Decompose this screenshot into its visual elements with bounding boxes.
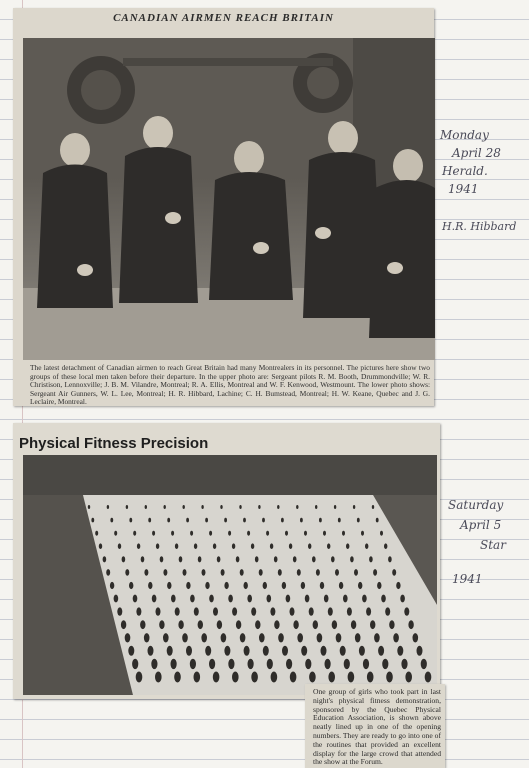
performer-figure <box>103 556 107 562</box>
performer-figure <box>372 505 374 509</box>
performer-figure <box>224 646 230 656</box>
performer-figure <box>156 543 159 549</box>
performer-figure <box>286 595 291 603</box>
performer-figure <box>367 672 374 683</box>
performer-figure <box>129 518 132 523</box>
performer-figure <box>317 633 323 642</box>
performer-figure <box>152 595 157 603</box>
clipping-headline: CANADIAN AIRMEN REACH BRITAIN <box>113 12 334 24</box>
performer-figure <box>194 672 201 683</box>
performer-figure <box>343 595 348 603</box>
performer-figure <box>114 531 117 536</box>
performer-figure <box>122 556 126 562</box>
performer-figure <box>331 556 335 562</box>
performer-figure <box>408 620 413 629</box>
performer-figure <box>393 633 399 642</box>
performer-figure <box>351 620 356 629</box>
performer-figure <box>313 620 318 629</box>
performer-figure <box>378 646 384 656</box>
performer-figure <box>281 518 284 523</box>
performer-figure <box>263 646 269 656</box>
clipping-caption: One group of girls who took part in last night's physical fitness demonstration, sponsored by the Quebec Physical Education Association, is shown above neatly lined up in one of the opening numbers. They are ready to go into one of the routines that provided an excellent display for the large crowd that attended the show at the Forum. <box>313 687 441 767</box>
performer-figure <box>125 633 131 642</box>
performer-figure <box>201 633 207 642</box>
performer-figure <box>174 672 181 683</box>
performer-figure <box>126 505 128 509</box>
performer-figure <box>336 633 342 642</box>
clipping-caption: The latest detachment of Canadian airmen to reach Great Britain had many Montrealers in its personnel. The pictures here show two groups of these local men taken before their departure. In the upper photo are: Sergeant pilots R. M. Booth, Drummondville; W. R. Christison, Lennoxville; J. B. M. Vilandre, Montreal; R. A. Ellis, Montreal and W. F. Kenwood, Westmount. The lower photo shows: Sergeant Air Gunners, W. L. Lee, Montreal; H. R. Hibbard, Lachine; C. H. Bumstead, Montreal; H. W. Keane, Quebec and J. G. Leclaire, Montreal. <box>30 363 430 407</box>
performer-figure <box>232 543 235 549</box>
performer-figure <box>357 518 360 523</box>
handwritten-paper: Herald. <box>442 164 488 178</box>
handwritten-date: April 5 <box>460 518 502 532</box>
performer-figure <box>228 595 233 603</box>
performer-figure <box>175 543 178 549</box>
performer-figure <box>304 531 307 536</box>
performer-figure <box>178 620 183 629</box>
performer-figure <box>125 569 129 576</box>
handwritten-year: 1941 <box>452 572 483 586</box>
performer-figure <box>401 659 407 669</box>
performer-figure <box>274 620 279 629</box>
performer-figure <box>171 531 174 536</box>
performer-figure <box>136 672 143 683</box>
performer-figure <box>286 659 292 669</box>
performer-figure <box>405 672 412 683</box>
performer-figure <box>160 556 164 562</box>
performer-figure <box>183 569 187 576</box>
performer-figure <box>366 607 371 615</box>
performer-figure <box>106 569 110 576</box>
performer-figure <box>228 659 234 669</box>
performer-figure <box>346 543 349 549</box>
performer-figure <box>182 633 188 642</box>
performer-figure <box>270 607 275 615</box>
performer-figure <box>129 582 133 589</box>
performer-figure <box>380 531 383 536</box>
performer-figure <box>190 595 195 603</box>
performer-figure <box>213 672 220 683</box>
performer-figure <box>262 518 265 523</box>
performer-figure <box>198 556 202 562</box>
performer-figure <box>348 672 355 683</box>
performer-figure <box>121 620 126 629</box>
performer-figure <box>107 505 109 509</box>
clipping-headline: Physical Fitness Precision <box>19 435 209 452</box>
performer-figure <box>224 518 227 523</box>
performer-figure <box>319 518 322 523</box>
performer-figure <box>259 633 265 642</box>
performer-figure <box>232 607 237 615</box>
performer-figure <box>381 595 386 603</box>
performer-figure <box>209 531 212 536</box>
handwritten-date: April 28 <box>452 146 501 160</box>
performer-figure <box>247 531 250 536</box>
performer-figure <box>323 531 326 536</box>
performer-figure <box>404 607 409 615</box>
performer-figure <box>274 556 278 562</box>
performer-figure <box>205 518 208 523</box>
performer-figure <box>213 543 216 549</box>
performer-figure <box>397 646 403 656</box>
performer-figure <box>296 505 298 509</box>
performer-figure <box>376 518 379 523</box>
performer-figure <box>384 543 387 549</box>
performer-figure <box>282 582 286 589</box>
performer-figure <box>363 659 369 669</box>
performer-figure <box>148 518 151 523</box>
performer-figure <box>324 595 329 603</box>
performer-figure <box>141 556 145 562</box>
performer-figure <box>316 569 320 576</box>
performer-figure <box>308 543 311 549</box>
performer-figure <box>179 556 183 562</box>
performer-figure <box>263 582 267 589</box>
performer-figure <box>377 582 381 589</box>
performer-figure <box>171 595 176 603</box>
handwritten-year: 1941 <box>448 182 479 196</box>
handwritten-name: H.R. Hibbard <box>442 220 517 233</box>
performer-figure <box>95 531 98 536</box>
performer-figure <box>321 646 327 656</box>
performer-figure <box>385 607 390 615</box>
performer-figure <box>209 659 215 669</box>
performer-figure <box>144 569 148 576</box>
performer-figure <box>335 569 339 576</box>
performer-figure <box>350 556 354 562</box>
performer-figure <box>347 607 352 615</box>
performer-figure <box>369 556 373 562</box>
performer-figure <box>278 633 284 642</box>
performer-figure <box>267 595 272 603</box>
performer-figure <box>163 569 167 576</box>
performer-figure <box>266 531 269 536</box>
performer-figure <box>374 633 380 642</box>
performer-figure <box>255 620 260 629</box>
performer-figure <box>133 595 138 603</box>
fitness-demonstration-photo <box>23 455 437 695</box>
performer-figure <box>240 569 244 576</box>
performer-figure <box>117 607 122 615</box>
performer-figure <box>277 505 279 509</box>
performer-figure <box>396 582 400 589</box>
performer-figure <box>340 646 346 656</box>
performer-figure <box>334 505 336 509</box>
performer-figure <box>421 659 427 669</box>
performer-figure <box>186 646 192 656</box>
performer-figure <box>186 582 190 589</box>
performer-figure <box>327 543 330 549</box>
performer-figure <box>359 646 365 656</box>
performer-figure <box>251 607 256 615</box>
performer-figure <box>186 518 189 523</box>
performer-figure <box>309 607 314 615</box>
handwritten-paper: Star <box>480 538 506 552</box>
performer-figure <box>159 620 164 629</box>
performer-figure <box>358 582 362 589</box>
performer-figure <box>282 646 288 656</box>
performer-figure <box>224 582 228 589</box>
performer-figure <box>128 646 134 656</box>
performer-figure <box>305 659 311 669</box>
performer-figure <box>297 569 301 576</box>
performer-figure <box>167 582 171 589</box>
performer-figure <box>270 543 273 549</box>
performer-figure <box>136 607 141 615</box>
performer-figure <box>148 582 152 589</box>
performer-figure <box>209 595 214 603</box>
performer-figure <box>293 620 298 629</box>
performer-figure <box>140 620 145 629</box>
performer-figure <box>145 505 147 509</box>
performer-figure <box>217 556 221 562</box>
performer-figure <box>91 518 94 523</box>
performer-figure <box>297 633 303 642</box>
performer-figure <box>163 633 169 642</box>
performer-figure <box>205 646 211 656</box>
performer-figure <box>425 672 432 683</box>
performer-figure <box>232 672 239 683</box>
performer-figure <box>365 543 368 549</box>
airmen-photo <box>23 38 435 360</box>
performer-figure <box>251 672 258 683</box>
handwritten-day: Monday <box>440 128 489 142</box>
performer-figure <box>190 659 196 669</box>
performer-figure <box>155 672 162 683</box>
performer-figure <box>290 672 297 683</box>
performer-figure <box>171 659 177 669</box>
performer-figure <box>361 531 364 536</box>
performer-figure <box>289 543 292 549</box>
performer-figure <box>114 595 119 603</box>
performer-figure <box>183 505 185 509</box>
performer-figure <box>167 518 170 523</box>
performer-figure <box>190 531 193 536</box>
performer-figure <box>132 659 138 669</box>
performer-figure <box>221 569 225 576</box>
performer-figure <box>353 505 355 509</box>
performer-figure <box>328 607 333 615</box>
performer-figure <box>301 582 305 589</box>
performer-figure <box>301 646 307 656</box>
performer-figure <box>118 543 121 549</box>
performer-figure <box>258 505 260 509</box>
performer-figure <box>236 620 241 629</box>
performer-figure <box>332 620 337 629</box>
performer-figure <box>342 531 345 536</box>
performer-figure <box>285 531 288 536</box>
performer-figure <box>271 672 278 683</box>
performer-figure <box>194 543 197 549</box>
performer-figure <box>373 569 377 576</box>
performer-figure <box>243 518 246 523</box>
performer-figure <box>151 659 157 669</box>
performer-figure <box>137 543 140 549</box>
performer-figure <box>213 607 218 615</box>
performer-figure <box>344 659 350 669</box>
performer-figure <box>164 505 166 509</box>
performer-figure <box>325 659 331 669</box>
performer-figure <box>148 646 154 656</box>
performer-figure <box>110 518 113 523</box>
performer-figure <box>194 607 199 615</box>
performer-figure <box>290 607 295 615</box>
performer-figure <box>244 582 248 589</box>
performer-figure <box>259 569 263 576</box>
performer-figure <box>338 518 341 523</box>
performer-figure <box>293 556 297 562</box>
performer-figure <box>240 633 246 642</box>
performer-figure <box>315 505 317 509</box>
performer-figure <box>88 505 90 509</box>
performer-figure <box>220 505 222 509</box>
performer-figure <box>309 672 316 683</box>
performer-figure <box>152 531 155 536</box>
performer-figure <box>255 556 259 562</box>
performer-figure <box>388 556 392 562</box>
performer-figure <box>99 543 102 549</box>
performer-figure <box>370 620 375 629</box>
performer-figure <box>201 505 203 509</box>
performer-figure <box>300 518 303 523</box>
performer-figure <box>248 659 254 669</box>
performer-figure <box>244 646 250 656</box>
performer-figure <box>205 582 209 589</box>
performer-figure <box>236 556 240 562</box>
performer-figure <box>413 633 419 642</box>
performer-figure <box>339 582 343 589</box>
performer-figure <box>392 569 396 576</box>
performer-figure <box>221 633 227 642</box>
performer-figure <box>328 672 335 683</box>
performer-figure <box>312 556 316 562</box>
newspaper-clipping-airmen <box>13 8 434 406</box>
newspaper-caption-clipping <box>305 684 445 768</box>
performer-figure <box>198 620 203 629</box>
performer-figure <box>202 569 206 576</box>
performer-figure <box>382 659 388 669</box>
performer-figure <box>305 595 310 603</box>
performer-figure <box>239 505 241 509</box>
performer-figure <box>133 531 136 536</box>
performer-figure <box>217 620 222 629</box>
performer-figure <box>251 543 254 549</box>
performer-figure <box>417 646 423 656</box>
performer-figure <box>175 607 180 615</box>
performer-figure <box>156 607 161 615</box>
performer-figure <box>389 620 394 629</box>
performer-figure <box>267 659 273 669</box>
newspaper-clipping-fitness <box>13 423 440 699</box>
performer-figure <box>354 569 358 576</box>
handwritten-day: Saturday <box>448 498 504 512</box>
performer-figure <box>247 595 252 603</box>
performer-figure <box>355 633 361 642</box>
performer-figure <box>110 582 114 589</box>
performer-figure <box>400 595 405 603</box>
performer-figure <box>167 646 173 656</box>
performer-figure <box>320 582 324 589</box>
performer-figure <box>386 672 393 683</box>
performer-figure <box>228 531 231 536</box>
performer-figure <box>362 595 367 603</box>
performer-figure <box>144 633 150 642</box>
performer-figure <box>278 569 282 576</box>
